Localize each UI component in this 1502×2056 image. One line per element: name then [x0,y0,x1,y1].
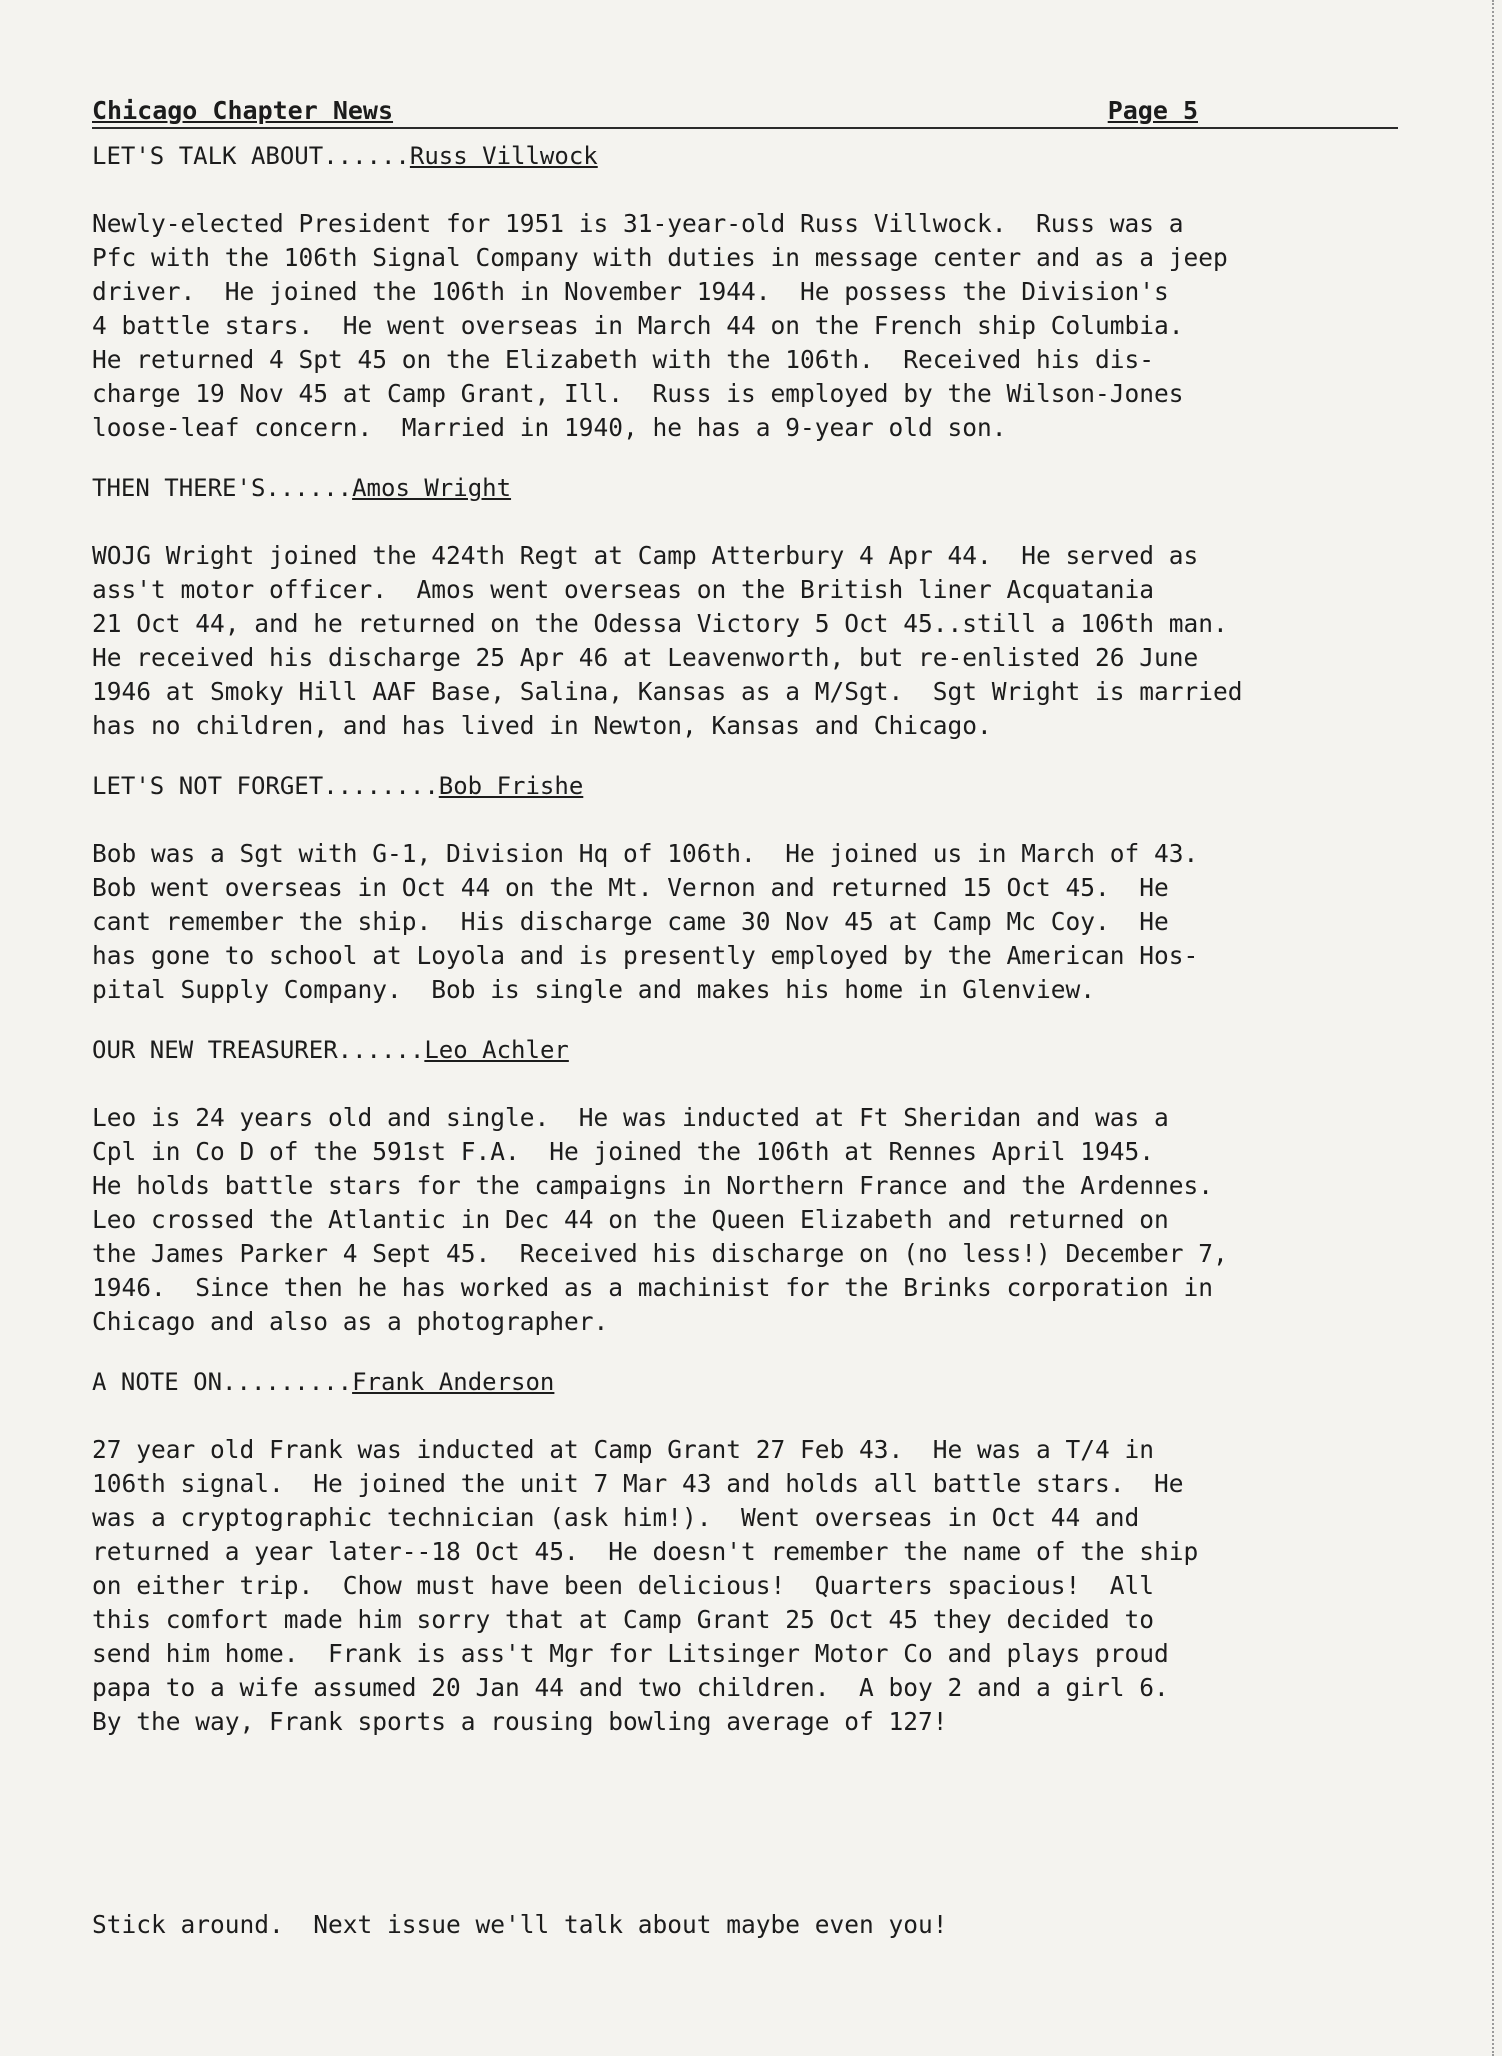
section-russ-villwock [92,139,1422,445]
section-leo-achler [92,1033,1422,1339]
section-name: Frank Anderson [352,1368,555,1396]
section-body: 27 year old Frank was inducted at Camp Grant 27 Feb 43. He was a T/4 in 106th signal. He joined the unit 7 Mar 43 and holds all battle stars. He was a cryptographic technician (ask him!). Went overseas in Oct 44 and returned a year later--18 Oct 45. He doesn't remember the name of the ship on either trip. Chow must have been delicious! Quarters spacious! All this comfort made him sorry that at Camp Grant 25 Oct 45 they decided to send him home. Frank is ass't Mgr for Litsinger Motor Co and plays proud papa to a wife assumed 20 Jan 44 and two children. A boy 2 and a girl 6. By the way, Frank sports a rousing bowling average of 127! [92,1435,1199,1736]
section-body: WOJG Wright joined the 424th Regt at Camp Atterbury 4 Apr 44. He served as ass't motor officer. Amos went overseas on the British liner Acquatania 21 Oct 44, and he returned on the Odessa Victory 5 Oct 45..still a 106th man. He received his discharge 25 Apr 46 at Leavenworth, but re-enlisted 26 June 1946 at Smoky Hill AAF Base, Salina, Kansas as a M/Sgt. Sgt Wright is married has no children, and has lived in Newton, Kansas and Chicago. [92,541,1243,740]
section-lead: A NOTE ON......... [92,1368,353,1396]
section-bob-frishe [92,769,1422,1007]
section-lead: LET'S TALK ABOUT...... [92,142,410,170]
section-heading [92,1365,1422,1399]
section-name: Leo Achler [424,1036,569,1064]
section-name: Amos Wright [352,474,512,502]
section-name: Russ Villwock [409,142,598,170]
section-lead: OUR NEW TREASURER...... [92,1036,425,1064]
section-heading [92,1033,1422,1067]
page-header [92,96,1398,129]
section-frank-anderson [92,1365,1422,1739]
section-heading [92,769,1422,803]
newsletter-title: Chicago Chapter News [92,96,394,125]
section-amos-wright [92,471,1422,743]
section-lead: THEN THERE'S...... [92,474,353,502]
page-number: Page 5 [1107,96,1198,125]
closing-line: Stick around. Next issue we'll talk about maybe even you! [92,1910,948,1939]
section-heading [92,471,1422,505]
section-name: Bob Frishe [438,772,584,800]
section-heading [92,139,1422,173]
section-body: Newly-elected President for 1951 is 31-year-old Russ Villwock. Russ was a Pfc with the 106th Signal Company with duties in message center and as a jeep driver. He joined the 106th in November 1944. He possess the Division's 4 battle stars. He went overseas in March 44 on the French ship Columbia. He returned 4 Spt 45 on the Elizabeth with the 106th. Received his dis- charge 19 Nov 45 at Camp Grant, Ill. Russ is employed by the Wilson-Jones loose-leaf concern. Married in 1940, he has a 9-year old son. [92,209,1228,442]
section-lead: LET'S NOT FORGET........ [92,772,439,800]
page-edge-perforation [1492,0,1494,2056]
section-body: Bob was a Sgt with G-1, Division Hq of 106th. He joined us in March of 43. Bob went overseas in Oct 44 on the Mt. Vernon and returned 15 Oct 45. He cant remember the ship. His discharge came 30 Nov 45 at Camp Mc Coy. He has gone to school at Loyola and is presently employed by the American Hos- pital Supply Company. Bob is single and makes his home in Glenview. [92,839,1199,1004]
section-body: Leo is 24 years old and single. He was inducted at Ft Sheridan and was a Cpl in Co D of the 591st F.A. He joined the 106th at Rennes April 1945. He holds battle stars for the campaigns in Northern France and the Ardennes. Leo crossed the Atlantic in Dec 44 on the Queen Elizabeth and returned on the James Parker 4 Sept 45. Received his discharge on (no less!) December 7, 1946. Since then he has worked as a machinist for the Brinks corporation in Chicago and also as a photographer. [92,1103,1228,1336]
